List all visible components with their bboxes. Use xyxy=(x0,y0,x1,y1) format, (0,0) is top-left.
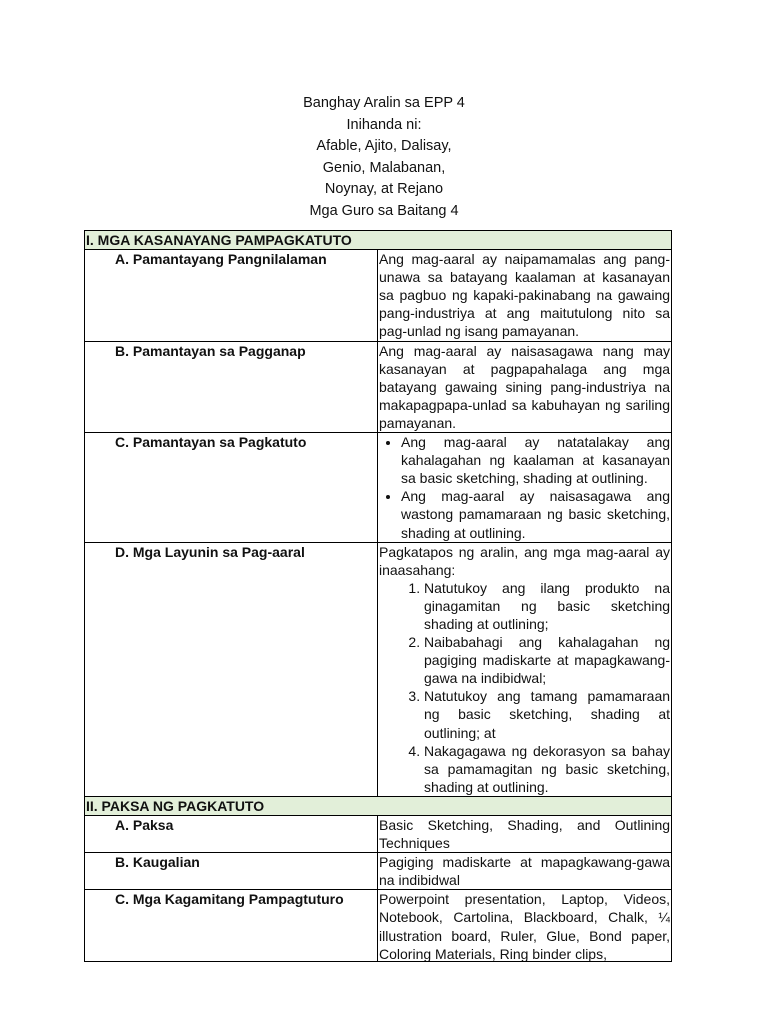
list-item: • Ang mag-aaral ay naisasagawa ang wastong pamamaraan ng basic sketching, shading at outlining. xyxy=(401,487,670,541)
row-value: Pagiging madiskarte at mapagkawang-gawa na indibidwal xyxy=(379,854,671,889)
row-value: Ang mag-aaral ay naipamamalas ang pang-unawa sa batayang kaalaman at kasanayan sa pagbuo ng kapaki-pakinabang na gawaing pang-industriya at ang maitutulong nito sa pag-unlad ng isang pamayanan. xyxy=(379,251,671,340)
header-authors-line-1: Afable, Ajito, Dalisay, xyxy=(316,138,452,154)
bullet-list xyxy=(379,433,670,542)
row-value xyxy=(378,433,672,543)
header-authors-line-2: Genio, Malabanan, xyxy=(322,159,446,176)
row-label: C. Mga Kagamitang Pampagtuturo xyxy=(85,890,378,962)
row-value: Basic Sketching, Shading, and Outlining Techniques xyxy=(379,817,671,852)
row-value xyxy=(378,542,672,796)
list-item: • Ang mag-aaral ay natatalakay ang kahalagahan ng kaalaman at kasanayan sa basic sketching, shading at outlining. xyxy=(401,433,670,487)
header-role: Mga Guro sa Baitang 4 xyxy=(309,202,459,219)
document-header xyxy=(0,93,768,222)
table-row xyxy=(85,816,672,853)
list-item: 1. Natutukoy ang ilang produkto na ginagamitan ng basic sketching shading at outlining; xyxy=(424,579,670,633)
section-row xyxy=(85,796,672,815)
numbered-list xyxy=(379,579,670,796)
materials-text: Powerpoint presentation, Laptop, Videos, Notebook, Cartolina, Blackboard, Chalk, ¼ illustration board, Ruler, Glue, Bond paper, Coloring Materials, Ring binder clips, xyxy=(379,891,671,962)
table-row xyxy=(85,250,672,341)
objectives-intro: Pagkatapos ng aralin, ang mga mag-aaral ay inaasahang: xyxy=(379,543,671,578)
row-label: A. Paksa xyxy=(85,816,378,853)
row-label: B. Kaugalian xyxy=(85,853,378,890)
row-value: Ang mag-aaral ay naisasagawa nang may kasanayan at pagpapahalaga ang mga batayang gawaing sining pang-industriya na makapagpapa-unlad sa kabuhayan ng sariling pamayanan. xyxy=(379,342,671,431)
list-item: 2. Naibabahagi ang kahalagahan ng pagiging madiskarte at mapagkawang-gawa na indibidwal; xyxy=(424,633,670,687)
table-row xyxy=(85,890,672,962)
row-label: D. Mga Layunin sa Pag-aaral xyxy=(85,542,378,796)
header-title: Banghay Aralin sa EPP 4 xyxy=(303,95,465,111)
row-label: B. Pamantayan sa Pagganap xyxy=(85,341,378,432)
row-value xyxy=(378,890,672,962)
list-item: 3. Natutukoy ang tamang pamamaraan ng basic sketching, shading at outlining; at xyxy=(424,687,670,741)
section-title-1: I. MGA KASANAYANG PAMPAGKATUTO xyxy=(85,231,672,250)
row-label: C. Pamantayan sa Pagkatuto xyxy=(85,433,378,543)
header-authors-line-3: Noynay, at Rejano xyxy=(324,181,444,197)
table-row xyxy=(85,853,672,890)
list-item: 4. Nakagagawa ng dekorasyon sa bahay sa pamamagitan ng basic sketching, shading at outlining. xyxy=(424,742,670,796)
header-prepared-by: Inihanda ni: xyxy=(346,116,422,133)
section-title-2: II. PAKSA NG PAGKATUTO xyxy=(85,796,672,815)
table-row xyxy=(85,542,672,796)
row-label: A. Pamantayang Pangnilalaman xyxy=(85,250,378,341)
table-row xyxy=(85,341,672,432)
lesson-plan-table xyxy=(84,230,672,962)
table-row xyxy=(85,433,672,543)
section-row xyxy=(85,231,672,250)
